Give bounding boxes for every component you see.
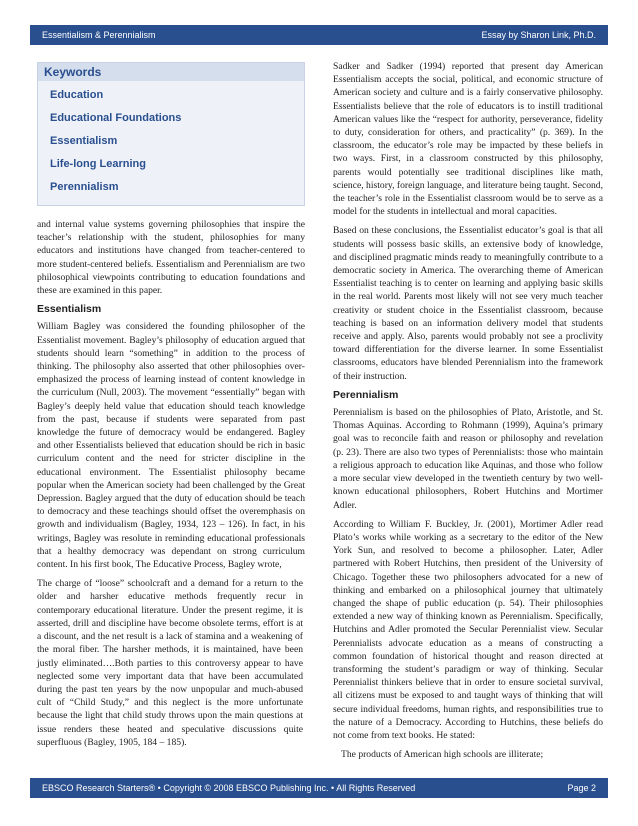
keyword-item: Educational Foundations <box>50 112 182 124</box>
header-title: Essentialism & Perennialism <box>42 30 156 40</box>
right-paragraph-1: Sadker and Sadker (1994) reported that present day American Essentialism accepts the social, political, and economic structure of American society and culture and is a fairly conservative philosophy. Essentialists believe that the role of educators is to instill traditional American values like the “respect for authority, perseverance, fidelity to duty, consideration for others, and practicality” (p. 369). In the classroom, the educator’s role may be impacted by these beliefs in two ways. First, in a classroom constructed by this philosophy, parents would potentially see traditional disciplines like math, science, history, foreign language, and literature being taught. Second, the teacher’s role in the Essentialist classroom would be to serve as a model for the students in intellectual and moral capacities. <box>333 61 603 218</box>
essentialism-paragraph: William Bagley was considered the founding philosopher of the Essentialist movement. Bagley’s philosophy of education argued that students should learn “something” in addition to the process of thinking. The philosophy also asserted that other philosophies over-emphasized the process of learning instead of content knowledge in the curriculum (Null, 2003). The movement “essentially” began with Bagley’s deeply held value that education should teach knowledge from the past, because if students were separated from past knowledge the future of democracy would be endangered. Bagley and other Essentialists believed that education should be rich in basic curriculum content and the need for stricter discipline in the educational environment. The Essentialist philosophy became popular when the American society had been challenged by the Great Depression. Bagley argued that the duty of education should be teach to democracy and these teachings should offset the overemphasis on growth and individualism (Bagley, 1934, 123 – 126). In fact, in his writings, Bagley was resolute in reminding educational professionals that a healthy democracy was dependant on strong curriculum content. In his first book, The Educative Process, Bagley wrote, <box>37 321 305 571</box>
header-bar <box>30 25 608 45</box>
hutchins-quote: The products of American high schools are illiterate; <box>341 749 544 761</box>
right-column <box>333 60 603 767</box>
intro-paragraph: and internal value systems governing philosophies that inspire the teacher’s relationship with the student, philosophies for many educators and institutions have changed from teacher-centered to more student-centered beliefs. Essentialism and Perennialism are two philosophical viewpoints contributing to education foundations and these are examined in this paper. <box>37 219 305 297</box>
keywords-title: Keywords <box>38 63 304 81</box>
section-heading-essentialism: Essentialism <box>37 303 102 316</box>
keyword-item: Education <box>50 89 104 101</box>
bagley-quote: The charge of “loose” schoolcraft and a demand for a return to the older and harsher educative methods frequently recur in contemporary educational literature. Under the present regime, it is asserted, drill and discipline have become obsolete terms, effort is at a discount, and the net result is a lack of stamina and a weakening of the moral fiber. The harsher methods, it is maintained, have been justly eliminated….Both parties to this controversy appear to have neglected some very important data that have been accumulated during the past ten years by the now unpopular and much-abused cult of “Child Study,” and this neglect is the more unfortunate because the light that child study throws upon the main questions at issue renders these heated and speculative discussions quite superfluous (Bagley, 1905, 184 – 185). <box>37 578 303 748</box>
keywords-box <box>37 62 305 206</box>
right-paragraph-4: According to William F. Buckley, Jr. (2001), Mortimer Adler read Plato’s works while working as a secretary to the editor of the New York Sun, and resolved to become a philosopher. Later, Adler partnered with Robert Hutchins, then president of the University of Chicago. Together these two philosophers advocated for a new of thinking and embarked on a philosophical journey that ultimately changed the shape of public education (p. 54). Their philosophies extended a new way of thinking known as Perennialism. Specifically, Hutchins and Adler promoted the Secular Perennialist view. Secular Perennialists advocate education as a means of constructing a common foundation of historical thought and reason directed at transforming the student’s paradigm or way of thinking. Secular Perennialist thinkers believe that in order to ensure societal survival, all citizens must be exposed to and taught ways of thinking that will secure individual freedoms, human rights, and responsibilities true to the nature of a Democracy. According to Hutchins, these beliefs do not come from text books. He stated: <box>333 518 603 741</box>
header-author: Essay by Sharon Link, Ph.D. <box>481 30 596 40</box>
left-column <box>37 218 305 755</box>
footer-copyright: EBSCO Research Starters® • Copyright © 2008 EBSCO Publishing Inc. • All Rights Reserved <box>42 783 416 793</box>
right-paragraph-3: Perennialism is based on the philosophies of Plato, Aristotle, and St. Thomas Aquinas. According to Rohmann (1999), Aquina’s primary goal was to reconcile faith and reason or philosophy and revelation (p. 23). There are also two types of Perennialists: those who maintain a religious approach to education like Aquinas, and those who follow a more secular view developed in the twentieth century by two well-known educational philosophers, Robert Hutchins and Mortimer Adler. <box>333 407 603 511</box>
keyword-item: Perennialism <box>50 181 119 193</box>
footer-bar <box>30 778 608 798</box>
section-heading-perennialism: Perennialism <box>333 388 399 401</box>
right-paragraph-2: Based on these conclusions, the Essentialist educator’s goal is that all students will possess basic skills, an extensive body of knowledge, and disciplined pragmatic minds ready to meaningfully contribute to a democratic society in America. The overarching theme of American Essentialist teaching is to center on learning and applying basic skills in the real world. Parents most likely will not see very much teacher creativity or student choice in the Essentialist classroom, because teaching is based on an information delivery model that students receive and apply. Also, parents would probably not see a proclivity toward differentiation for the diverse learner. In some Essentialist classrooms, educators have blended Perennialism into the framework of their instruction. <box>333 225 603 382</box>
keyword-item: Essentialism <box>50 135 118 147</box>
page-number: Page 2 <box>567 783 596 793</box>
keyword-item: Life-long Learning <box>50 158 146 170</box>
